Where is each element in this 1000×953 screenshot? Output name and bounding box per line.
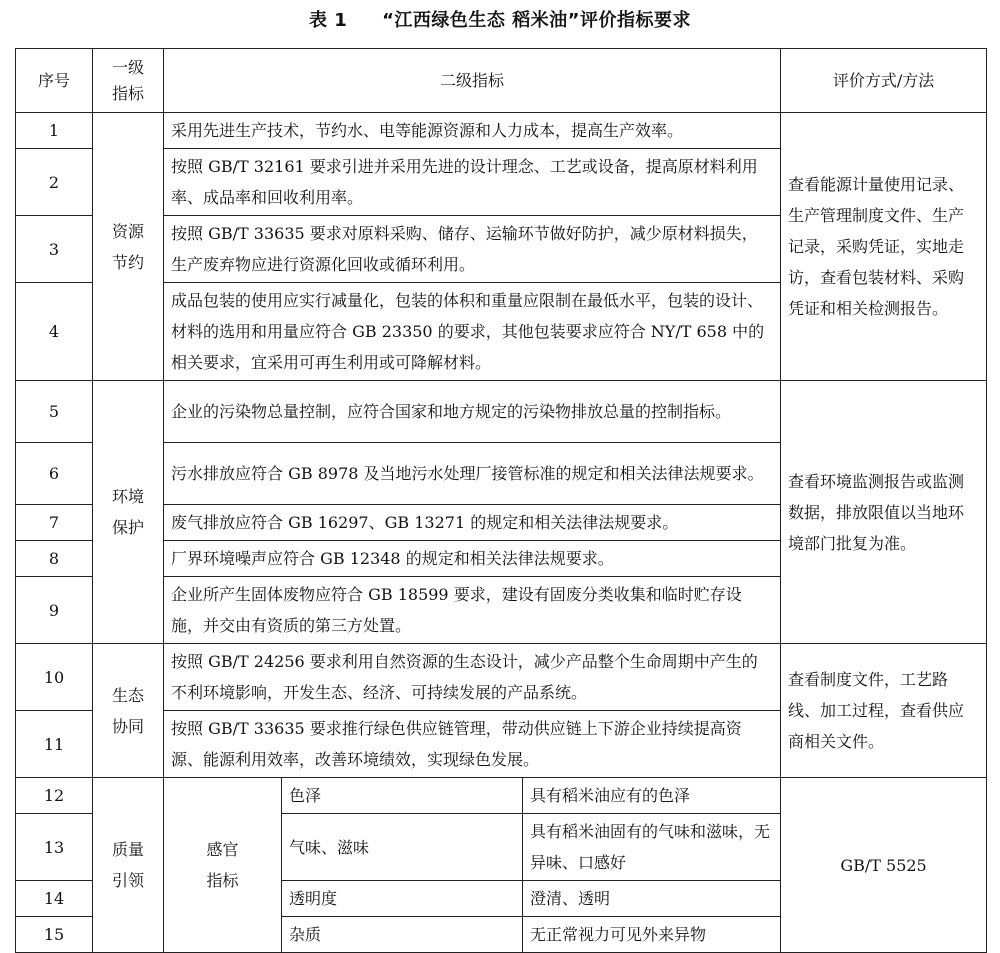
row-text: 采用先进生产技术，节约水、电等能源资源和人力成本，提高生产效率。: [164, 113, 781, 149]
header-level1-l1: 一级: [111, 57, 144, 77]
evaluation-table: [15, 48, 987, 953]
table-row: [16, 778, 987, 814]
item-requirement: 无正常视力可见外来异物: [523, 917, 781, 953]
item-requirement: 澄清、透明: [523, 881, 781, 917]
method-quality: GB/T 5525: [781, 778, 987, 953]
group-quality: [93, 778, 164, 953]
row-no: 4: [16, 283, 93, 381]
subgroup-sensory-label: 感官指标: [206, 840, 239, 890]
row-no: 11: [16, 711, 93, 778]
header-seq: 序号: [16, 49, 93, 113]
row-text: 按照 GB/T 24256 要求利用自然资源的生态设计，减少产品整个生命周期中产生的不利环境影响，开发生态、经济、可持续发展的产品系统。: [164, 644, 781, 711]
item-requirement: 具有稻米油固有的气味和滋味，无异味、口感好: [523, 814, 781, 881]
group-environment: [93, 381, 164, 644]
item-name: 色泽: [282, 778, 523, 814]
row-no: 8: [16, 541, 93, 577]
row-no: 13: [16, 814, 93, 881]
row-no: 6: [16, 443, 93, 505]
method-environment: 查看环境监测报告或监测数据，排放限值以当地环境部门批复为准。: [781, 381, 987, 644]
row-no: 2: [16, 149, 93, 216]
table-row: [16, 381, 987, 443]
row-text: 企业所产生固体废物应符合 GB 18599 要求，建设有固废分类收集和临时贮存设施，并交由有资质的第三方处置。: [164, 577, 781, 644]
group-quality-label: 质量引领: [111, 840, 144, 890]
table-name: “江西绿色生态 稻米油”评价指标要求: [382, 10, 691, 31]
row-text: 按照 GB/T 33635 要求推行绿色供应链管理，带动供应链上下游企业持续提高资源、能源利用效率，改善环境绩效，实现绿色发展。: [164, 711, 781, 778]
group-resource-label: 资源节约: [111, 221, 144, 272]
row-no: 10: [16, 644, 93, 711]
row-no: 7: [16, 505, 93, 541]
item-name: 气味、滋味: [282, 814, 523, 881]
subgroup-sensory: [164, 778, 282, 953]
row-no: 3: [16, 216, 93, 283]
row-no: 14: [16, 881, 93, 917]
table-row: [16, 644, 987, 711]
header-method: 评价方式/方法: [781, 49, 987, 113]
item-name: 杂质: [282, 917, 523, 953]
row-text: 污水排放应符合 GB 8978 及当地污水处理厂接管标准的规定和相关法律法规要求。: [164, 443, 781, 505]
header-level1: [93, 49, 164, 113]
row-no: 1: [16, 113, 93, 149]
row-text: 按照 GB/T 32161 要求引进并采用先进的设计理念、工艺或设备，提高原材料利用率、成品率和回收利用率。: [164, 149, 781, 216]
header-level2: 二级指标: [164, 49, 781, 113]
table-row: [16, 113, 987, 149]
group-ecology: [93, 644, 164, 778]
row-no: 9: [16, 577, 93, 644]
method-ecology: 查看制度文件，工艺路线、加工过程，查看供应商相关文件。: [781, 644, 987, 778]
header-level1-l2: 指标: [111, 83, 144, 103]
table-title: [0, 6, 1000, 32]
group-ecology-label: 生态协同: [111, 685, 144, 736]
item-name: 透明度: [282, 881, 523, 917]
group-environment-label: 环境保护: [111, 487, 144, 537]
method-resource: 查看能源计量使用记录、生产管理制度文件、生产记录，采购凭证，实地走访，查看包装材料、采购凭证和相关检测报告。: [781, 113, 987, 381]
item-requirement: 具有稻米油应有的色泽: [523, 778, 781, 814]
row-text: 按照 GB/T 33635 要求对原料采购、储存、运输环节做好防护，减少原材料损失，生产废弃物应进行资源化回收或循环利用。: [164, 216, 781, 283]
row-no: 12: [16, 778, 93, 814]
row-no: 5: [16, 381, 93, 443]
row-text: 成品包装的使用应实行减量化，包装的体积和重量应限制在最低水平，包装的设计、材料的选用和用量应符合 GB 23350 的要求，其他包装要求应符合 NY/T 658 中的相关要求，宜采用可再生利用或可降解材料。: [164, 283, 781, 381]
row-text: 废气排放应符合 GB 16297、GB 13271 的规定和相关法律法规要求。: [164, 505, 781, 541]
table-number: 表 1: [308, 10, 348, 31]
row-text: 厂界环境噪声应符合 GB 12348 的规定和相关法律法规要求。: [164, 541, 781, 577]
header-row: [16, 49, 987, 113]
row-text: 企业的污染物总量控制，应符合国家和地方规定的污染物排放总量的控制指标。: [164, 381, 781, 443]
row-no: 15: [16, 917, 93, 953]
group-resource: [93, 113, 164, 381]
